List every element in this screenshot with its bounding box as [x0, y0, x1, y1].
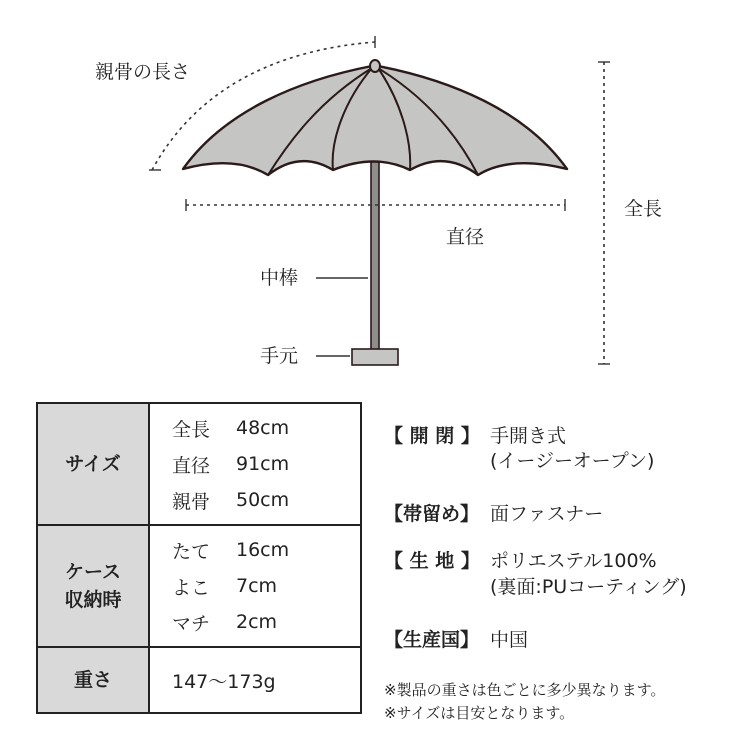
case-width: よこ 7cm — [172, 575, 278, 599]
detail-fabric: 【 生 地 】 ポリエステル100% — [384, 550, 657, 572]
size-diameter: 直径 91cm — [172, 453, 290, 477]
case-row — [37, 525, 361, 647]
case-depth: マチ 2cm — [172, 611, 278, 635]
detail-opening: 【 開 閉 】 手開き式 — [384, 425, 567, 447]
case-header: ケース 収納時 — [37, 525, 149, 647]
size-values — [149, 403, 361, 525]
shaft-label: 中棒 — [260, 267, 299, 289]
case-height: たて 16cm — [172, 539, 290, 563]
case-values — [149, 525, 361, 647]
detail-strap: 【帯留め】 面ファスナー — [384, 503, 604, 525]
note-weight: ※製品の重さは色ごとに多少異なります。 — [384, 681, 666, 699]
detail-fabric-sub: (裏面:PUコーティング) — [490, 576, 687, 598]
shaft — [371, 150, 379, 350]
weight-header: 重さ — [37, 647, 149, 713]
handle — [352, 349, 398, 365]
detail-opening-sub: (イージーオープン) — [490, 450, 655, 472]
size-total-length: 全長 48cm — [172, 417, 290, 441]
diameter-label: 直径 — [446, 226, 485, 248]
rib-length-label: 親骨の長さ — [95, 61, 191, 83]
canopy — [183, 66, 567, 175]
note-size: ※サイズは目安となります。 — [384, 704, 575, 722]
detail-origin: 【生産国】 中国 — [384, 629, 529, 651]
total-length-label: 全長 — [624, 198, 663, 220]
weight-value: 147〜173g — [149, 647, 361, 713]
size-rib: 親骨 50cm — [172, 489, 290, 513]
canopy-tip — [370, 60, 380, 72]
weight-row — [37, 647, 361, 713]
handle-label: 手元 — [260, 345, 299, 367]
spec-table — [36, 402, 362, 714]
size-header: サイズ — [37, 403, 149, 525]
size-row — [37, 403, 361, 525]
